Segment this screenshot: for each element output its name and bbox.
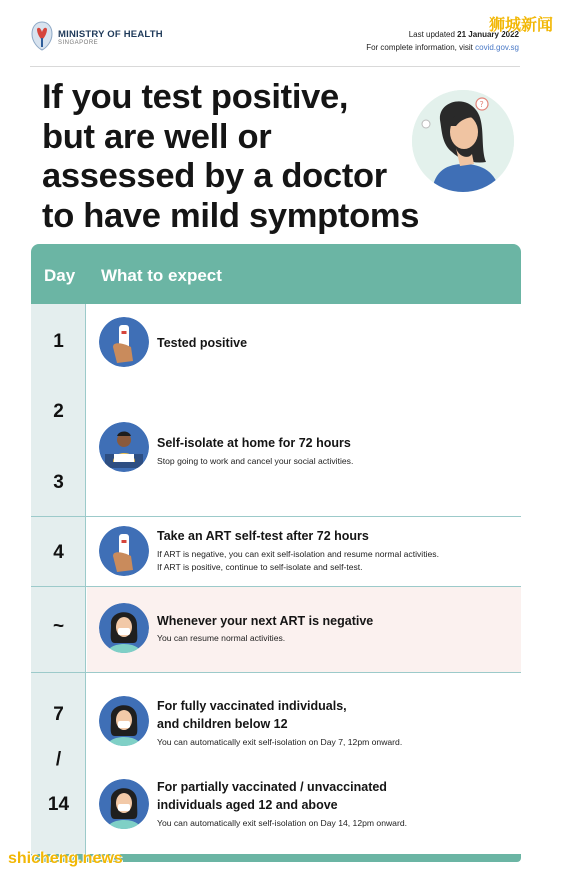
woman-with-mask-icon: [99, 779, 149, 829]
item-description: You can automatically exit self-isolation on Day 7, 12pm onward.: [157, 737, 403, 747]
item-description: You can resume normal activities.: [157, 633, 286, 643]
table-header: [31, 244, 521, 304]
item-title: Self-isolate at home for 72 hours: [157, 436, 351, 450]
day-1: 1: [53, 331, 64, 352]
title-line: to have mild symptoms: [42, 196, 420, 235]
person-reading-at-home-icon: [99, 422, 149, 472]
day-tilde: ~: [52, 616, 65, 637]
item-title: Whenever your next ART is negative: [157, 614, 374, 628]
item-title: For partially vaccinated / unvaccinated: [157, 780, 387, 794]
day-2: 2: [53, 401, 64, 422]
item-description: You can automatically exit self-isolation on Day 14, 12pm onward.: [157, 818, 407, 828]
moh-crest-icon: [30, 20, 54, 52]
item-description: If ART is positive, continue to self-isolate and self-test.: [157, 562, 363, 572]
ministry-country: SINGAPORE: [58, 40, 99, 46]
page-title: [42, 78, 442, 236]
title-line: If you test positive,: [42, 78, 349, 116]
item-title: individuals aged 12 and above: [157, 798, 338, 812]
thinking-woman-illustration: [412, 90, 514, 192]
item-title: Tested positive: [157, 336, 248, 350]
ministry-name: MINISTRY OF HEALTH: [58, 29, 163, 40]
row-divider: [31, 672, 521, 673]
info-label: For complete information, visit: [366, 43, 476, 52]
day-separator: /: [55, 749, 62, 770]
column-header-day: Day: [44, 266, 76, 285]
column-header-expect: What to expect: [101, 266, 222, 285]
art-test-kit-icon: [99, 317, 149, 367]
expectation-table: [31, 244, 521, 862]
row-divider: [31, 516, 521, 517]
watermark-top: 狮城新闻: [488, 17, 553, 34]
woman-with-mask-icon: [99, 696, 149, 746]
watermark-bottom: shicheng.news: [8, 850, 123, 867]
day-column: [31, 304, 86, 854]
day-4: 4: [53, 542, 64, 563]
day-14: 14: [47, 794, 70, 815]
item-description: Stop going to work and cancel your social activities.: [157, 456, 354, 466]
item-title: and children below 12: [157, 717, 288, 731]
item-description: If ART is negative, you can exit self-isolation and resume normal activities.: [157, 549, 439, 559]
day-7: 7: [53, 704, 64, 725]
header-divider: [30, 66, 520, 67]
art-test-kit-icon: [99, 526, 149, 576]
item-title: For fully vaccinated individuals,: [157, 699, 347, 713]
title-line: assessed by a doctor: [42, 157, 387, 195]
updated-label: Last updated: [408, 30, 458, 39]
updated-date: 21 January 2022: [457, 30, 519, 39]
title-line: but are well or: [42, 117, 272, 156]
item-title: Take an ART self-test after 72 hours: [157, 529, 369, 543]
covid-site-link[interactable]: covid.gov.sg: [475, 43, 519, 52]
row-background: [87, 304, 521, 516]
row-divider: [31, 586, 521, 587]
day-3: 3: [53, 472, 64, 493]
svg-text:?: ?: [479, 100, 484, 109]
woman-with-mask-icon: [99, 603, 149, 653]
header: [0, 0, 561, 66]
